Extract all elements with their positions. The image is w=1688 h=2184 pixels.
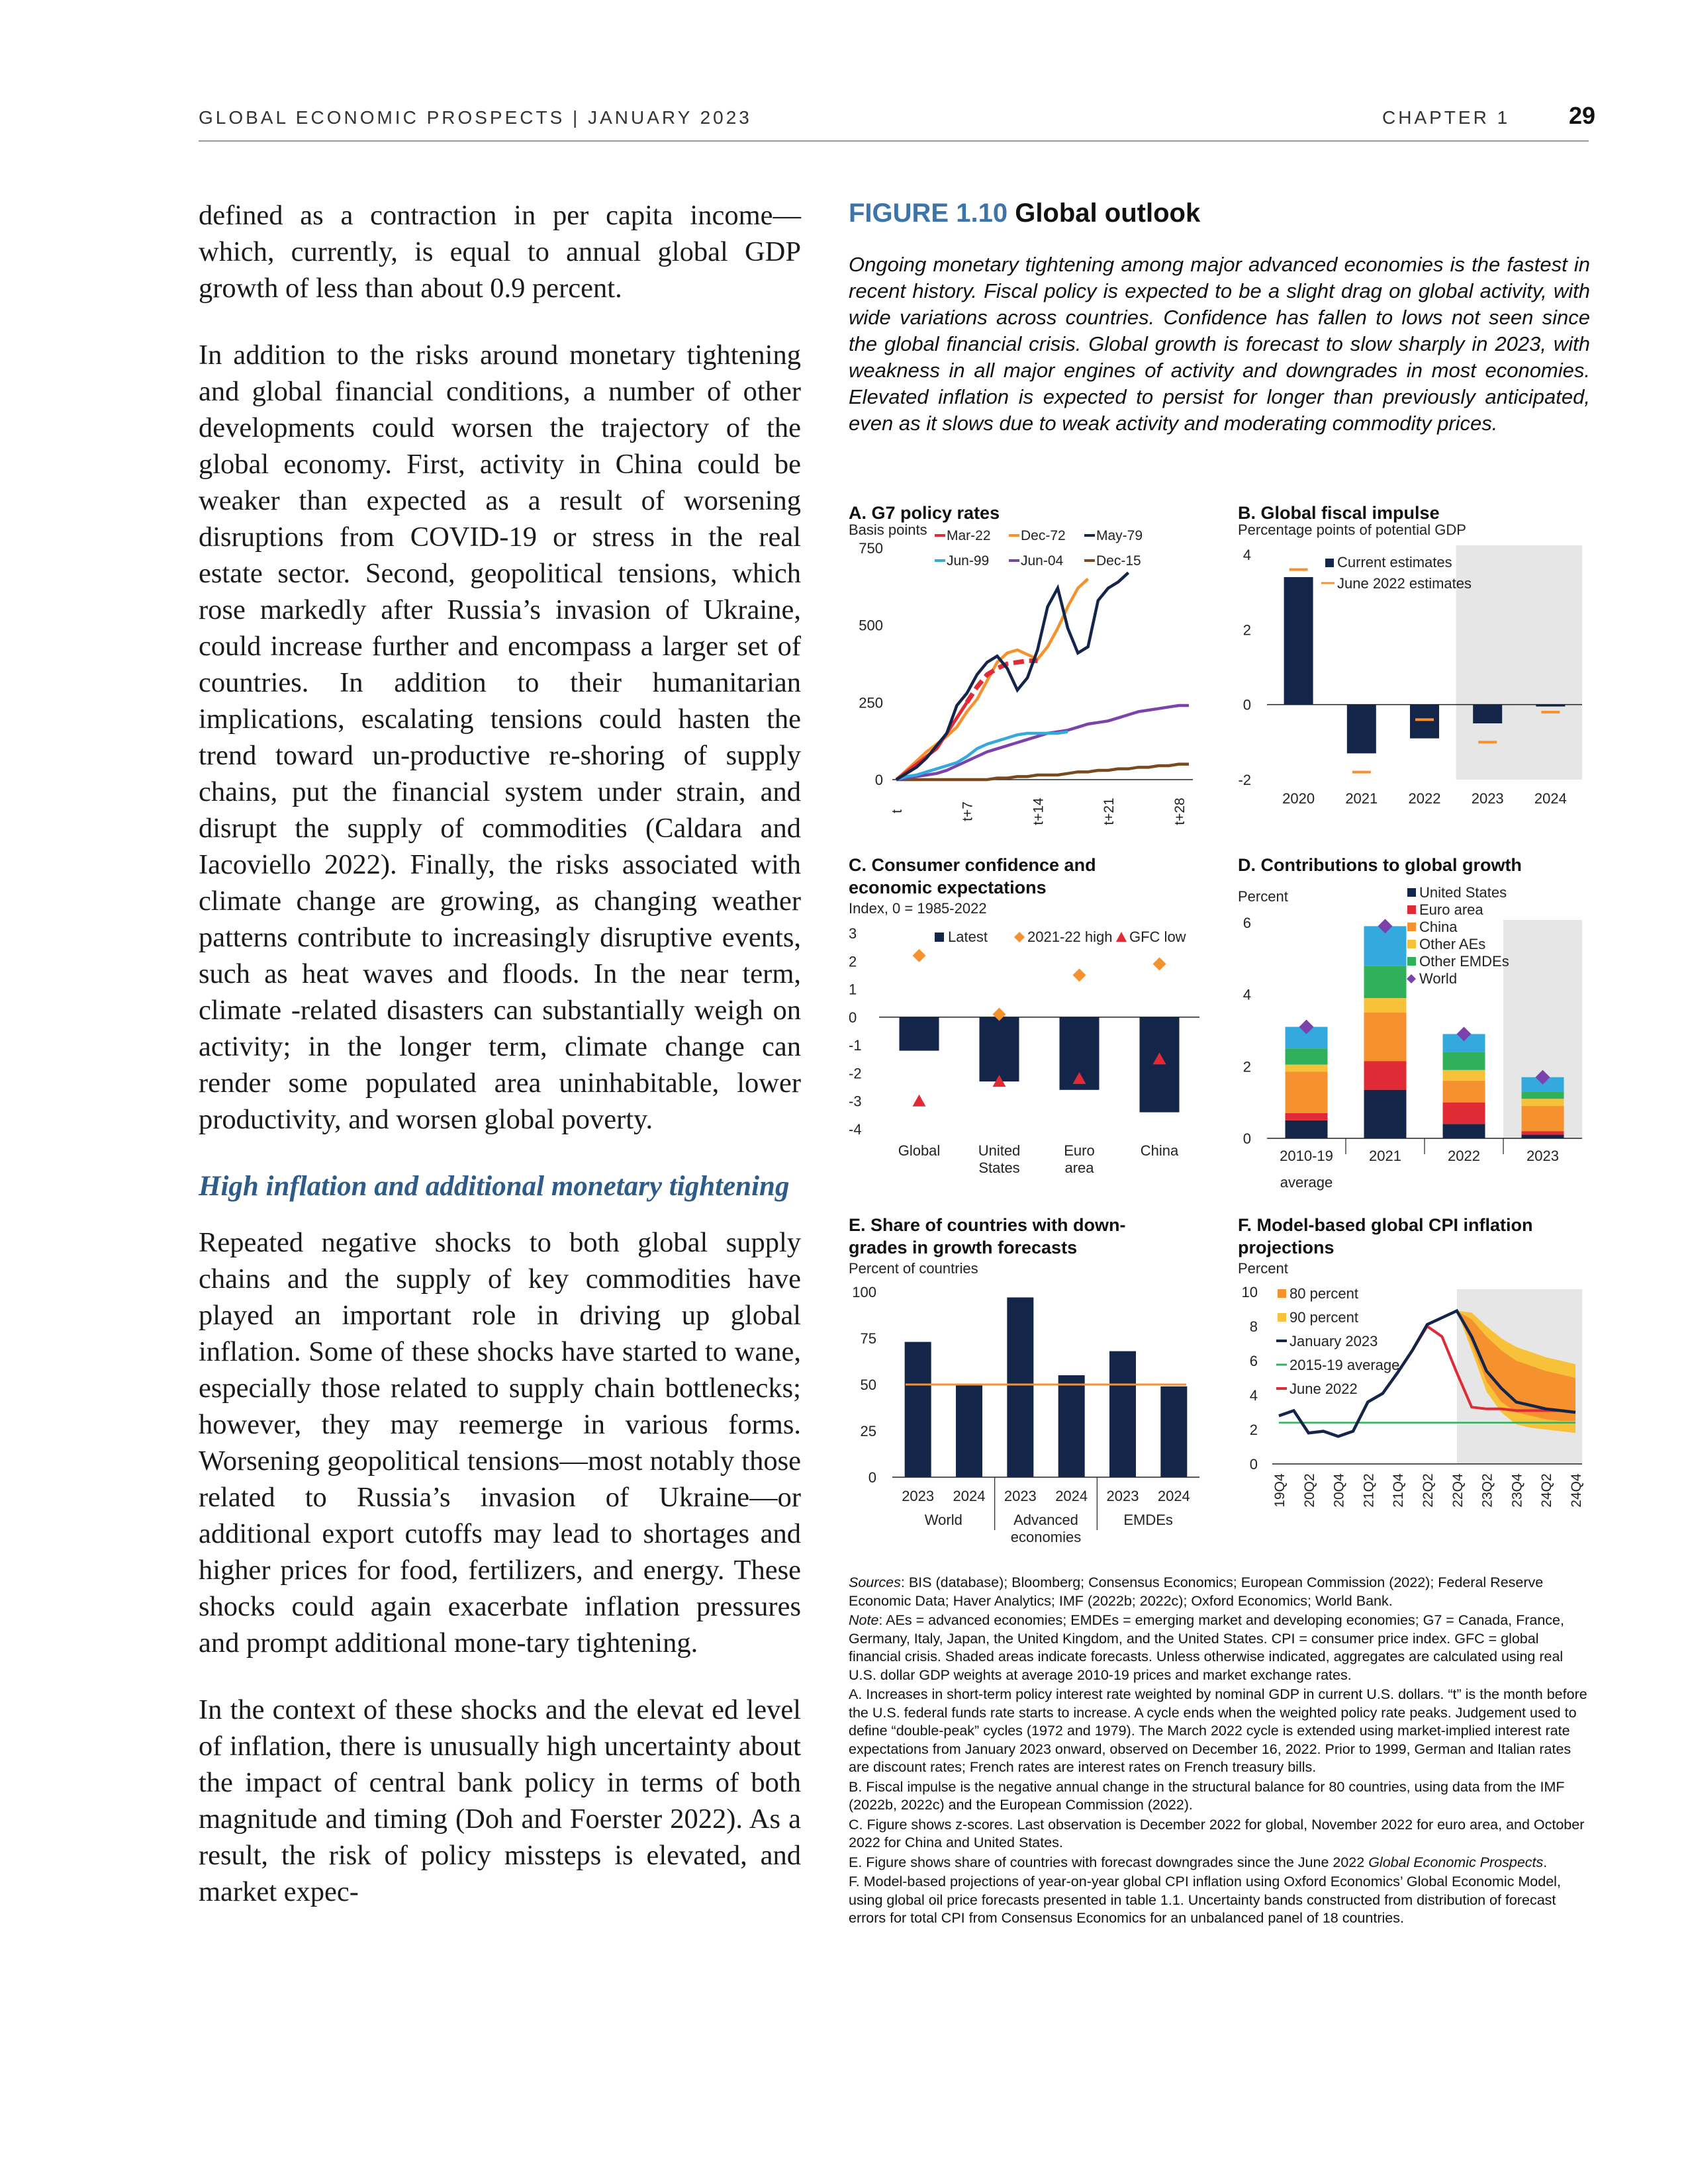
legend-label-gfc: GFC low: [1129, 929, 1186, 945]
bar-current-estimate: [1536, 705, 1565, 707]
legend-label: 80 percent: [1289, 1285, 1358, 1302]
x-tick-label: 2020: [1282, 790, 1315, 807]
x-tick-label: 2023: [1106, 1488, 1139, 1504]
chart-b-fiscal-impulse: [1238, 522, 1595, 826]
bar-downgrade-share: [1058, 1375, 1085, 1477]
panel-a-title: A. G7 policy rates: [849, 503, 1000, 523]
stack-segment-euro: [1443, 1103, 1485, 1124]
figure-name: Global outlook: [1015, 199, 1201, 228]
y-tick-label: 0: [874, 772, 883, 788]
legend-label-jun-99: Jun-99: [947, 553, 990, 569]
y-tick-label: 4: [1243, 986, 1251, 1003]
legend-label: 90 percent: [1289, 1309, 1358, 1326]
bar-downgrade-share: [905, 1342, 931, 1477]
x-tick-label: Euro: [1064, 1142, 1095, 1159]
y-tick-label: 250: [859, 694, 883, 711]
y-tick-label: 10: [1241, 1284, 1258, 1300]
legend-label: Other EMDEs: [1419, 953, 1509, 970]
legend-swatch: [1278, 1289, 1286, 1298]
bar-latest: [1140, 1017, 1180, 1113]
legend-label: January 2023: [1289, 1333, 1378, 1349]
stack-segment-china: [1522, 1106, 1564, 1131]
legend-label-current: Current estimates: [1337, 554, 1452, 570]
y-tick-label: 2: [1249, 1422, 1258, 1438]
y-tick-label: 6: [1249, 1353, 1258, 1369]
figure-number: FIGURE 1.10: [849, 199, 1008, 228]
x-tick-label: China: [1140, 1142, 1179, 1159]
note-e-text: E. Figure shows share of countries with forecast downgrades since the June 2022: [849, 1854, 1369, 1870]
x-tick-label: 2024: [1157, 1488, 1190, 1504]
x-tick-label: 21Q2: [1361, 1473, 1377, 1508]
stack-segment-euro: [1522, 1131, 1564, 1134]
panel-b-title: B. Global fiscal impulse: [1238, 503, 1440, 523]
x-tick-label: 2023: [1471, 790, 1504, 807]
y-tick-label: 100: [852, 1284, 876, 1300]
y-tick-label: 2: [849, 953, 857, 970]
legend-label: Other AEs: [1419, 936, 1486, 952]
x-tick-label: 24Q2: [1539, 1473, 1555, 1508]
x-tick-label: area: [1064, 1160, 1094, 1176]
stack-segment-china: [1286, 1071, 1328, 1113]
note-f: F. Model-based projections of year-on-year global CPI inflation using Oxford Economics’ Global Economic Model, using global oil price forecasts presented in table 1.1. Uncertainty bands constructed from distribution of forecast errors for total CPI from Consensus Economics for an unbalanced panel of 18 countries.: [849, 1874, 1561, 1926]
sources-note: [849, 1574, 1589, 1610]
chapter-label: CHAPTER 1: [1382, 107, 1511, 128]
figure-notes: [849, 1574, 1589, 1929]
y-tick-label: 50: [860, 1377, 876, 1393]
y-tick-label: 0: [1249, 1456, 1258, 1473]
chart-e-downgrades: [849, 1260, 1219, 1550]
x-tick-label: t: [890, 809, 905, 813]
y-tick-label: 500: [859, 617, 883, 634]
y-axis-label: Percentage points of potential GDP: [1238, 522, 1466, 538]
x-tick-label: t+7: [960, 801, 976, 821]
y-tick-label: -2: [1238, 772, 1251, 788]
note-text: : AEs = advanced economies; EMDEs = emerging market and developing economies; G7 = Canada, France, Germany, Italy, Japan, the United Kingdom, and the United States. CPI = consumer price index. GFC = global financial crisis. Shaded areas indicate forecasts. Unless otherwise indicated, aggregates are calculated using real U.S. dollar GDP weights at average 2010-19 prices and market exchange rates.: [849, 1612, 1564, 1683]
x-tick-label: 2021: [1369, 1148, 1401, 1164]
group-label: economies: [1010, 1529, 1082, 1545]
y-tick-label: 6: [1243, 915, 1251, 931]
bar-current-estimate: [1410, 705, 1439, 739]
legend-label-jun-04: Jun-04: [1021, 553, 1064, 569]
y-tick-label: 0: [849, 1009, 857, 1026]
y-tick-label: -4: [849, 1121, 862, 1138]
panel-e: [849, 1214, 1219, 1558]
x-tick-label: 2023: [1526, 1148, 1559, 1164]
x-tick-label: Global: [898, 1142, 941, 1159]
x-tick-label: 24Q4: [1569, 1473, 1584, 1508]
legend-swatch: [935, 933, 944, 942]
forecast-shading: [1519, 545, 1582, 780]
x-tick-label: 20Q2: [1301, 1473, 1317, 1508]
legend-swatch: [1407, 957, 1416, 966]
stack-segment-united: [1522, 1135, 1564, 1138]
legend-swatch: [1407, 940, 1416, 948]
y-axis-label: Percent of countries: [849, 1260, 978, 1277]
note-e-end: .: [1543, 1854, 1548, 1870]
legend-swatch: [1116, 932, 1127, 942]
group-label: EMDEs: [1123, 1512, 1173, 1528]
x-tick-label: 2022: [1408, 790, 1441, 807]
x-tick-label: 22Q4: [1450, 1473, 1466, 1508]
stack-segment-other: [1522, 1091, 1564, 1099]
legend-label-latest: Latest: [948, 929, 988, 945]
bar-downgrade-share: [1109, 1351, 1136, 1477]
x-tick-label: 20Q4: [1331, 1473, 1347, 1508]
note-c: C. Figure shows z-scores. Last observation is December 2022 for global, November 2022 for euro area, and October 2022 for China and United States.: [849, 1816, 1585, 1850]
y-tick-label: 3: [849, 925, 857, 942]
legend-label-dec-15: Dec-15: [1096, 553, 1141, 569]
y-tick-label: 2: [1243, 1058, 1251, 1075]
bar-downgrade-share: [1160, 1387, 1187, 1477]
note-a: A. Increases in short-term policy interest rate weighted by nominal GDP in current U.S. dollars. “t” is the month before the U.S. federal funds rate starts to increase. A cycle ends when the weighted policy rate peaks. Judgement used to define “double-peak” cycles (1972 and 1979). The March 2022 cycle is extended using market-implied interest rate expectations from January 2023 onward, observed on December 16, 2022. Prior to 1999, German and Italian rates are discount rates; French rates are interest rates on French treasury bills.: [849, 1686, 1587, 1775]
group-label: World: [924, 1512, 962, 1528]
y-tick-label: 0: [868, 1469, 876, 1486]
legend-label: 2015-19 average: [1289, 1357, 1400, 1373]
x-tick-label: 19Q4: [1272, 1473, 1288, 1508]
stack-segment-other: [1286, 1065, 1328, 1072]
legend-swatch: [1407, 923, 1416, 931]
x-tick-label: average: [1280, 1174, 1333, 1191]
legend-label: Euro area: [1419, 901, 1483, 918]
note-b: B. Fiscal impulse is the negative annual change in the structural balance for 80 countries, using data from the IMF (2022b, 2022c) and the European Commission (2022).: [849, 1778, 1565, 1813]
bar-current-estimate: [1473, 705, 1502, 723]
x-tick-label: 2023: [902, 1488, 935, 1504]
y-tick-label: -1: [849, 1037, 862, 1054]
x-tick-label: t+14: [1031, 797, 1047, 825]
marker-2021-22-high: [1153, 958, 1166, 971]
x-tick-label: 2024: [1055, 1488, 1088, 1504]
group-label: Advanced: [1013, 1512, 1078, 1528]
section-heading: High inflation and additional monetary tightening: [199, 1171, 790, 1202]
x-tick-label: 23Q4: [1509, 1473, 1525, 1508]
paragraph-1: defined as a contraction in per capita income—which, currently, is equal to annual global GDP growth of less than about 0.9 percent.: [199, 200, 801, 304]
figure-title: [849, 199, 1200, 228]
marker-2021-22-high: [1073, 968, 1086, 981]
legend-label: June 2022: [1289, 1381, 1358, 1397]
y-tick-label: 1: [849, 981, 857, 998]
note-label: Note: [849, 1612, 879, 1628]
stack-segment-united: [1364, 1090, 1407, 1138]
body-text-column: [199, 197, 801, 1940]
y-tick-label: 25: [860, 1423, 876, 1439]
x-tick-label: 2022: [1448, 1148, 1480, 1164]
x-tick-label: 2023: [1004, 1488, 1037, 1504]
y-tick-label: 2: [1243, 621, 1251, 639]
legend-swatch: [1325, 559, 1334, 567]
x-tick-label: t+21: [1102, 797, 1117, 825]
y-tick-label: 0: [1243, 1130, 1251, 1147]
panel-f: [1238, 1214, 1595, 1558]
panel-f-title: F. Model-based global CPI inflation projections: [1238, 1215, 1533, 1257]
stack-segment-united: [1443, 1124, 1485, 1138]
panel-e-title: E. Share of countries with down-grades in growth forecasts: [849, 1215, 1126, 1257]
x-tick-label: 2021: [1345, 790, 1378, 807]
stack-segment-euro: [1364, 1061, 1407, 1089]
figure-lede: Ongoing monetary tightening among major advanced economies is the fastest in recent history. Fiscal policy is expected to be a slight drag on global activity, with wide variations across countries. Confidence has fallen to lows not seen since the global financial crisis. Global growth is forecast to slow sharply in 2023, with weakness in all major engines of activity and downgrades in most economies. Elevated inflation is expected to persist for longer than previously anticipated, even as it slows due to weak activity and moderating commodity prices.: [849, 253, 1590, 435]
x-tick-label: 2024: [1534, 790, 1567, 807]
running-title: GLOBAL ECONOMIC PROSPECTS | JANUARY 2023: [199, 107, 752, 128]
paragraph-3: Repeated negative shocks to both global supply chains and the supply of key commodities have played an important role in driving up global inflation. Some of these shocks have started to wane, especially those related to supply chain bottlenecks; however, they may reemerge in various forms. Worsening geopolitical tensions—most notably those related to Russia’s invasion of Ukraine—or additional export cutoffs may lead to shortages and higher prices for food, fertilizers, and energy. These shocks could again exacerbate inflation pressures and prompt additional mone-tary tightening.: [199, 1227, 801, 1659]
stack-segment-euro: [1286, 1113, 1328, 1120]
paragraph-4: In the context of these shocks and the elevat ed level of inflation, there is unusually high uncertainty about the impact of central bank policy in terms of both magnitude and timing (Doh and Foerster 2022). As a result, the risk of policy missteps is elevated, and market expec-: [199, 1694, 801, 1907]
legend-label-may-79: May-79: [1096, 528, 1143, 543]
legend-label: China: [1419, 919, 1458, 935]
bar-current-estimate: [1284, 577, 1313, 705]
stack-segment-other: [1522, 1099, 1564, 1106]
stack-segment-other: [1286, 1048, 1328, 1064]
marker-gfc-low: [913, 1095, 926, 1107]
paragraph-2: In addition to the risks around monetary tightening and global financial conditions, a number of other developments could worsen the trajectory of the global economy. First, activity in China could be weaker than expected as a result of worsening disruptions from COVID-19 or stress in the real estate sector. Second, geopolitical tensions, which rose markedly after Russia’s invasion of Ukraine, could increase further and encompass a larger set of countries. In addition to their humanitarian implications, escalating tensions could hasten the trend toward un-productive re-shoring of supply chains, put the financial system under strain, and disrupt the supply of commodities (Caldara and Iacoviello 2022). Finally, the risks associated with climate change are growing, as changing weather patterns contribute to increasingly disruptive events, such as heat waves and floods. In the near term, climate -related disasters can substantially weigh on activity; in the longer term, climate change can render some populated area uninhabitable, lower productivity, and worsen global poverty.: [199, 340, 801, 1135]
legend-swatch: [1407, 974, 1416, 983]
y-axis-label: Index, 0 = 1985-2022: [849, 900, 987, 917]
header-rule: [199, 140, 1589, 142]
legend-label-dec-72: Dec-72: [1021, 528, 1066, 543]
y-axis-label: Percent: [1238, 1260, 1288, 1277]
stack-segment-other: [1443, 1070, 1485, 1081]
panel-b: [1238, 502, 1595, 826]
legend-swatch: [1014, 932, 1025, 942]
legend-swatch: [1278, 1313, 1286, 1322]
x-tick-label: United: [978, 1142, 1021, 1159]
legend-swatch: [1407, 888, 1416, 897]
x-tick-label: 23Q2: [1479, 1473, 1495, 1508]
y-tick-label: 4: [1243, 547, 1251, 563]
bar-latest: [900, 1017, 939, 1051]
panel-d: [1238, 854, 1595, 1191]
panel-c-title: C. Consumer confidence and economic expectations: [849, 855, 1096, 897]
legend-label-world: World: [1419, 970, 1458, 987]
chart-c-consumer-confidence: [849, 900, 1219, 1211]
stack-segment-other: [1364, 998, 1407, 1013]
note-e-italic: Global Economic Prospects: [1368, 1854, 1544, 1870]
sources-label: Sources: [849, 1574, 901, 1590]
y-tick-label: 750: [859, 540, 883, 557]
chart-a-g7-policy-rates: [849, 522, 1219, 826]
y-tick-label: 4: [1249, 1387, 1258, 1404]
note-e: [849, 1854, 1589, 1872]
y-tick-label: 8: [1249, 1318, 1258, 1335]
x-tick-label: 22Q2: [1421, 1473, 1436, 1508]
stack-segment-united: [1286, 1120, 1328, 1138]
legend-swatch: [1407, 905, 1416, 914]
x-tick-label: 2024: [953, 1488, 986, 1504]
note-text-block: [849, 1612, 1589, 1684]
x-tick-label: States: [978, 1160, 1020, 1176]
legend-label: United States: [1419, 884, 1507, 901]
bar-current-estimate: [1347, 705, 1376, 754]
y-tick-label: -2: [849, 1065, 862, 1082]
stack-segment-china: [1364, 1013, 1407, 1061]
x-tick-label: 2010-19: [1280, 1148, 1333, 1164]
panel-c: [849, 854, 1219, 1191]
panel-a: [849, 502, 1219, 826]
y-axis-label: Basis points: [849, 522, 927, 538]
y-tick-label: 0: [1243, 696, 1251, 713]
sources-text: : BIS (database); Bloomberg; Consensus Economics; European Commission (2022); Federal Reserve Economic Data; Haver Analytics; IMF (2022b; 2022c); Oxford Economics; World Bank.: [849, 1574, 1544, 1609]
page-number: 29: [1569, 102, 1596, 129]
stack-segment-other: [1364, 966, 1407, 998]
chart-d-growth-contributions: [1238, 884, 1595, 1205]
stack-segment-china: [1443, 1081, 1485, 1103]
chart-f-cpi-inflation: [1238, 1260, 1595, 1563]
bar-downgrade-share: [1007, 1297, 1033, 1477]
bar-latest: [980, 1017, 1019, 1081]
legend-label-june: June 2022 estimates: [1337, 575, 1472, 592]
legend-label-mar-22: Mar-22: [947, 528, 991, 543]
legend-label-high: 2021-22 high: [1027, 929, 1113, 945]
y-tick-label: 75: [860, 1330, 876, 1347]
panel-d-title: D. Contributions to global growth: [1238, 855, 1522, 875]
x-tick-label: t+28: [1172, 797, 1188, 825]
y-axis-label: Percent: [1238, 888, 1288, 905]
bar-downgrade-share: [956, 1385, 982, 1477]
x-tick-label: 21Q4: [1391, 1473, 1407, 1508]
y-tick-label: -3: [849, 1093, 862, 1110]
marker-2021-22-high: [913, 949, 926, 962]
stack-segment-other: [1443, 1052, 1485, 1070]
